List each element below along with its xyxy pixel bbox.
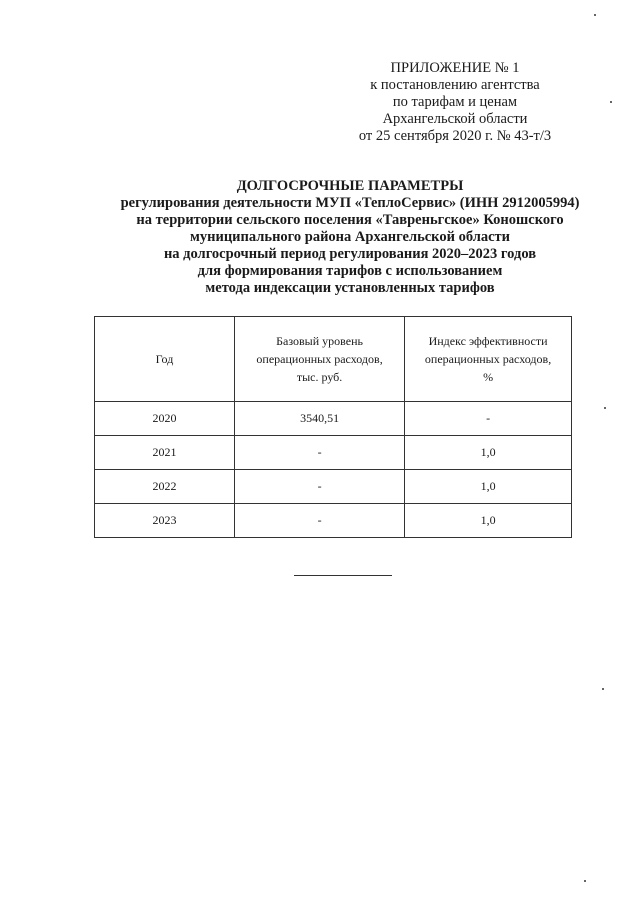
header-line: % xyxy=(483,370,494,384)
scan-speck xyxy=(604,407,606,409)
appendix-block xyxy=(330,60,580,145)
scan-speck xyxy=(610,101,612,103)
cell-efficiency-index: 1,0 xyxy=(405,470,572,504)
scan-speck xyxy=(602,688,604,690)
table-row xyxy=(95,402,572,436)
header-year xyxy=(95,317,235,402)
cell-efficiency-index: - xyxy=(405,402,572,436)
appendix-line: к постановлению агентства xyxy=(370,77,540,93)
cell-base-level: - xyxy=(235,504,405,538)
table-row xyxy=(95,436,572,470)
heading-line: для формирования тарифов с использованием xyxy=(197,263,503,279)
table-row xyxy=(95,470,572,504)
closing-rule xyxy=(294,575,392,576)
scan-speck xyxy=(584,880,586,882)
header-line: операционных расходов, xyxy=(256,352,383,366)
cell-year: 2020 xyxy=(95,402,235,436)
cell-year: 2022 xyxy=(95,470,235,504)
cell-efficiency-index: 1,0 xyxy=(405,504,572,538)
document-title: ДОЛГОСРОЧНЫЕ ПАРАМЕТРЫ xyxy=(236,178,464,194)
parameters-table xyxy=(94,316,572,538)
cell-base-level: - xyxy=(235,470,405,504)
appendix-line: Архангельской области xyxy=(382,111,528,127)
header-line: операционных расходов, xyxy=(424,352,552,366)
cell-base-level: - xyxy=(235,436,405,470)
appendix-number: ПРИЛОЖЕНИЕ № 1 xyxy=(390,60,520,76)
cell-efficiency-index: 1,0 xyxy=(405,436,572,470)
appendix-line: по тарифам и ценам xyxy=(392,94,518,110)
table-header-row xyxy=(95,317,572,402)
heading-line: регулирования деятельности МУП «ТеплоСервис» (ИНН 2912005994) xyxy=(120,195,580,211)
header-line: Год xyxy=(155,352,174,366)
header-efficiency-index xyxy=(405,317,572,402)
header-line: Базовый уровень xyxy=(276,334,363,348)
header-base-level xyxy=(235,317,405,402)
heading-line: на территории сельского поселения «Тавреньгское» Коношского xyxy=(136,212,564,228)
cell-year: 2021 xyxy=(95,436,235,470)
scan-speck xyxy=(594,14,596,16)
table-row xyxy=(95,504,572,538)
document-heading xyxy=(90,178,610,297)
cell-base-level: 3540,51 xyxy=(235,402,405,436)
appendix-date: от 25 сентября 2020 г. № 43-т/3 xyxy=(358,128,552,144)
cell-year: 2023 xyxy=(95,504,235,538)
header-line: Индекс эффективности xyxy=(428,334,548,348)
header-line: тыс. руб. xyxy=(296,370,343,384)
heading-line: на долгосрочный период регулирования 2020–2023 годов xyxy=(163,246,537,262)
heading-line: метода индексации установленных тарифов xyxy=(205,280,495,296)
heading-line: муниципального района Архангельской области xyxy=(189,229,511,245)
